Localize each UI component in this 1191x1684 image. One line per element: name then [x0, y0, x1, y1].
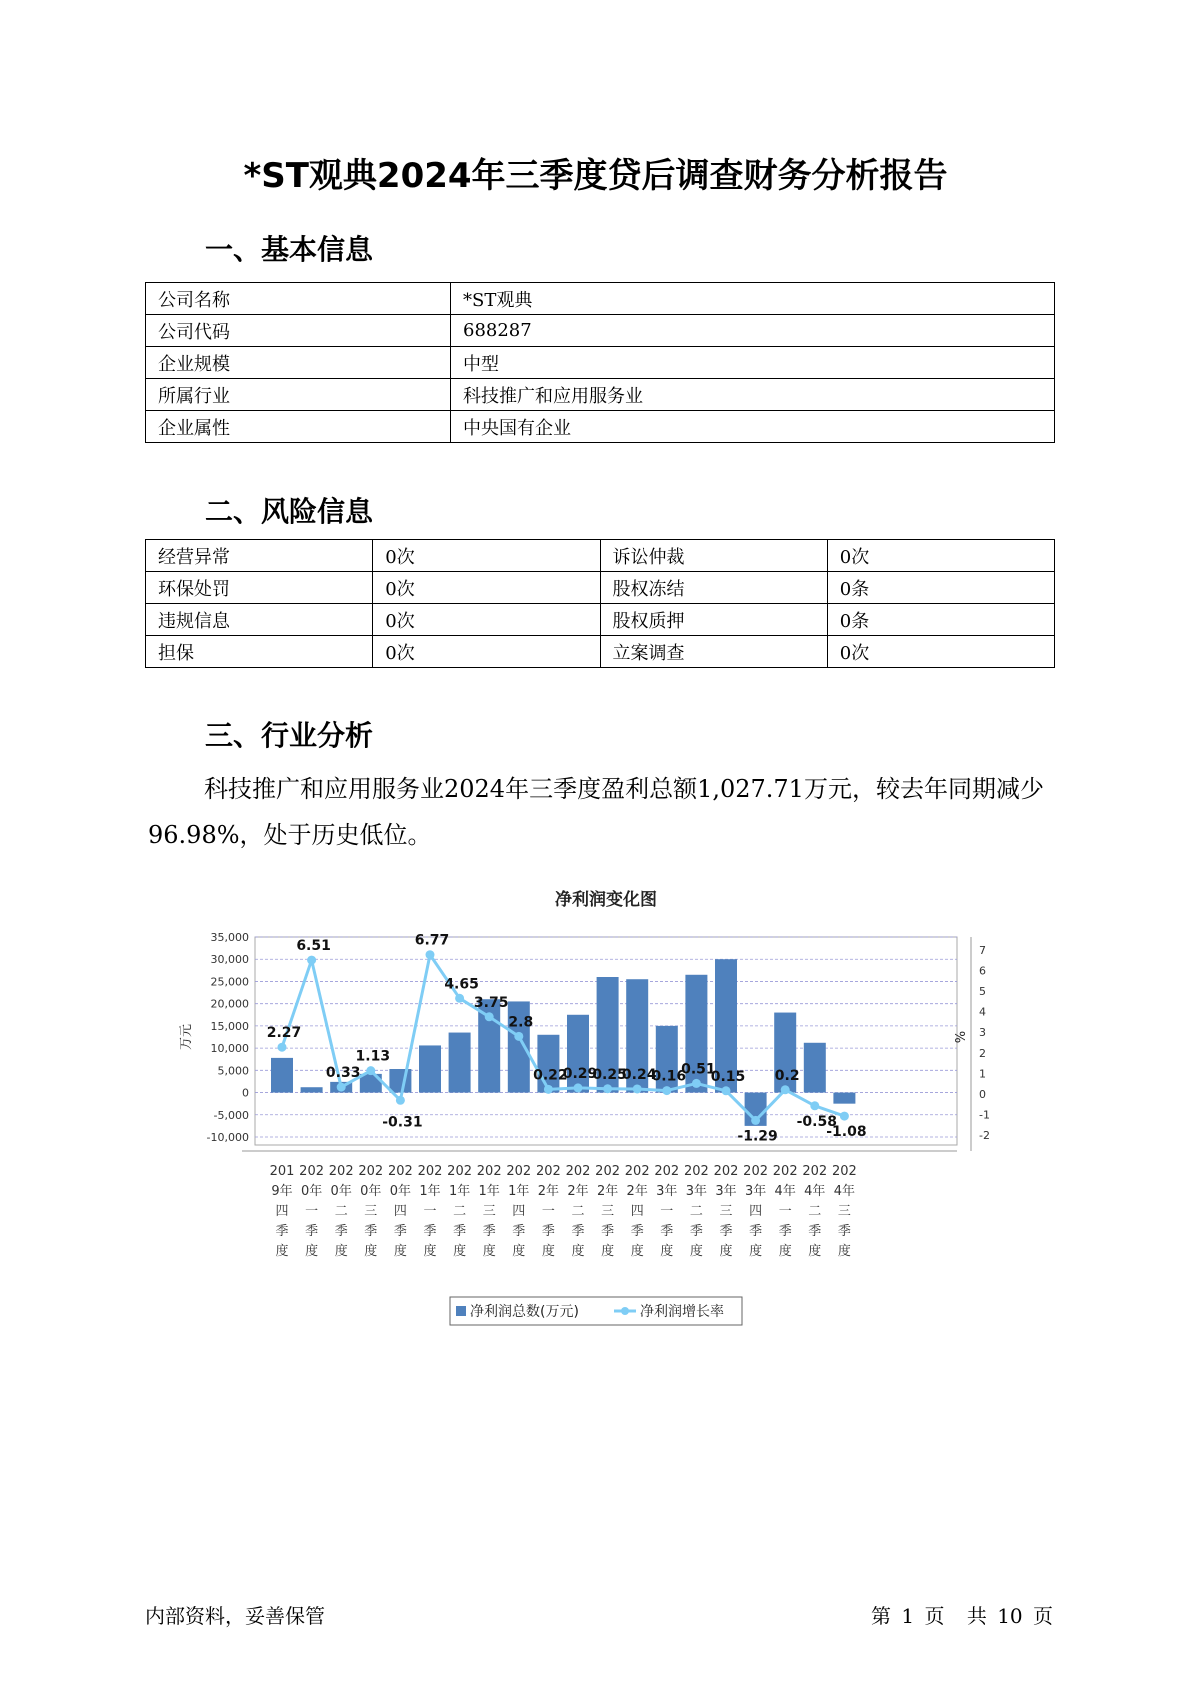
x-tick-label: 度: [749, 1244, 763, 1259]
data-label: 0.29: [562, 1065, 598, 1082]
x-tick-label: 2年: [567, 1184, 589, 1199]
x-tick-label: 二: [334, 1204, 348, 1219]
x-tick-label: 202: [506, 1164, 532, 1179]
data-label: 0.15: [710, 1068, 746, 1085]
basic-info-label: 所属行业: [146, 379, 451, 411]
data-label: 2.27: [266, 1025, 302, 1042]
x-tick-label: 季: [275, 1224, 289, 1239]
growth-rate-point: [485, 1012, 494, 1021]
data-label: -1.29: [737, 1128, 778, 1145]
x-tick-label: 季: [778, 1224, 792, 1239]
x-tick-label: 季: [541, 1224, 555, 1239]
x-tick-label: 度: [423, 1244, 437, 1259]
basic-info-value: *ST观典: [451, 283, 1055, 315]
x-tick-label: 三: [364, 1204, 378, 1219]
legend-label: 净利润增长率: [640, 1304, 724, 1320]
growth-rate-point: [455, 994, 464, 1003]
x-tick-label: 度: [305, 1244, 319, 1259]
chart-bar: [833, 1093, 855, 1104]
growth-rate-point: [781, 1085, 790, 1094]
y-tick-label: 15,000: [210, 1019, 249, 1033]
growth-rate-point: [278, 1043, 287, 1052]
y-tick-label: -5,000: [213, 1108, 249, 1122]
growth-rate-point: [574, 1083, 583, 1092]
section-heading-basic: 一、基本信息: [205, 233, 374, 266]
x-tick-label: 3年: [744, 1184, 767, 1199]
y-tick-label: 35,000: [210, 931, 249, 944]
x-tick-label: 季: [837, 1224, 851, 1239]
growth-rate-point: [662, 1086, 671, 1095]
x-tick-label: 度: [719, 1244, 733, 1259]
x-tick-label: 度: [837, 1244, 851, 1259]
data-label: 4.65: [444, 976, 479, 993]
risk-info-row: [146, 636, 1055, 668]
y-tick-label: 30,000: [210, 953, 249, 967]
data-label: 1.13: [355, 1048, 391, 1065]
y2-tick-label: 2: [979, 1046, 986, 1060]
growth-rate-point: [633, 1084, 642, 1093]
y2-tick-label: -1: [979, 1108, 990, 1122]
data-label: 0.33: [325, 1065, 361, 1082]
footer-confidential-note: 内部资料，妥善保管: [145, 1604, 325, 1628]
x-tick-label: 二: [808, 1204, 822, 1219]
x-tick-label: 四: [630, 1204, 644, 1219]
risk-label: 担保: [146, 636, 373, 668]
risk-label: 诉讼仲裁: [600, 540, 827, 572]
x-tick-label: 202: [772, 1164, 798, 1179]
x-tick-label: 202: [447, 1164, 473, 1179]
legend-label: 净利润总数(万元): [470, 1304, 579, 1320]
footer-page-indicator: [869, 1600, 1055, 1629]
x-tick-label: 二: [453, 1204, 467, 1219]
x-tick-label: 202: [299, 1164, 325, 1179]
basic-info-row: [146, 283, 1055, 315]
basic-info-value: 688287: [451, 315, 1055, 347]
risk-label: 经营异常: [146, 540, 373, 572]
data-label: 6.51: [296, 938, 331, 955]
x-tick-label: 度: [453, 1244, 467, 1259]
x-tick-label: 3年: [715, 1184, 737, 1199]
data-label: 0.24: [621, 1066, 657, 1083]
x-tick-label: 度: [482, 1244, 496, 1259]
data-label: 3.75: [473, 994, 509, 1011]
page-prefix: 第: [871, 1604, 892, 1628]
chart-svg: [170, 885, 990, 1345]
risk-value: 0次: [373, 540, 600, 572]
x-tick-label: 四: [749, 1204, 763, 1219]
basic-info-label: 公司名称: [146, 283, 451, 315]
growth-rate-point: [692, 1079, 701, 1088]
x-tick-label: 三: [601, 1204, 615, 1219]
x-tick-label: 季: [571, 1224, 585, 1239]
x-tick-label: 2年: [537, 1184, 560, 1199]
x-tick-label: 一: [305, 1204, 319, 1219]
risk-value: 0次: [373, 604, 600, 636]
risk-label: 环保处罚: [146, 572, 373, 604]
x-tick-label: 二: [571, 1204, 585, 1219]
growth-rate-point: [396, 1096, 405, 1105]
growth-rate-point: [840, 1112, 849, 1121]
x-tick-label: 202: [417, 1164, 443, 1179]
x-tick-label: 季: [749, 1224, 763, 1239]
report-title: *ST观典2024年三季度贷后调查财务分析报告: [243, 156, 948, 196]
data-label: 0.25: [592, 1066, 627, 1083]
x-tick-label: 度: [571, 1244, 585, 1259]
data-label: 6.77: [414, 932, 450, 949]
x-tick-label: 4年: [804, 1184, 826, 1199]
x-tick-label: 度: [334, 1244, 348, 1259]
risk-info-row: [146, 572, 1055, 604]
x-tick-label: 季: [601, 1224, 615, 1239]
x-tick-label: 一: [660, 1204, 674, 1219]
x-tick-label: 四: [275, 1204, 289, 1219]
growth-rate-point: [603, 1084, 612, 1093]
section-heading-risk: 二、风险信息: [205, 495, 374, 528]
total-unit: 页: [1033, 1604, 1053, 1628]
basic-info-value: 科技推广和应用服务业: [451, 379, 1055, 411]
basic-info-row: [146, 315, 1055, 347]
x-tick-label: 202: [387, 1164, 413, 1179]
data-label: 0.22: [533, 1067, 568, 1084]
x-tick-label: 202: [683, 1164, 709, 1179]
x-tick-label: 1年: [478, 1184, 500, 1199]
x-tick-label: 三: [719, 1204, 733, 1219]
chart-bar: [419, 1045, 441, 1092]
legend-swatch-point: [621, 1307, 629, 1315]
x-tick-label: 三: [482, 1204, 496, 1219]
x-tick-label: 季: [423, 1224, 437, 1239]
x-tick-label: 二: [689, 1204, 703, 1219]
x-tick-label: 度: [541, 1244, 555, 1259]
risk-value: 0次: [373, 572, 600, 604]
basic-info-row: [146, 347, 1055, 379]
chart-bar: [271, 1058, 293, 1093]
data-label: 0.16: [651, 1068, 687, 1085]
data-label: 0.51: [681, 1061, 716, 1078]
x-tick-label: 202: [743, 1164, 769, 1179]
x-tick-label: 0年: [360, 1184, 382, 1199]
x-tick-label: 度: [689, 1244, 703, 1259]
x-tick-label: 2年: [626, 1184, 648, 1199]
growth-rate-point: [722, 1086, 731, 1095]
x-tick-label: 202: [802, 1164, 828, 1179]
x-tick-label: 1年: [448, 1184, 471, 1199]
data-label: -1.08: [826, 1124, 867, 1141]
x-tick-label: 0年: [389, 1184, 412, 1199]
basic-info-table: [145, 282, 1055, 443]
x-tick-label: 季: [393, 1224, 407, 1239]
data-label: 2.8: [508, 1014, 534, 1031]
x-tick-label: 202: [654, 1164, 680, 1179]
growth-rate-point: [337, 1083, 346, 1092]
x-tick-label: 度: [778, 1244, 792, 1259]
x-tick-label: 201: [269, 1164, 295, 1179]
x-tick-label: 0年: [300, 1184, 323, 1199]
x-tick-label: 季: [364, 1224, 378, 1239]
y-tick-label: -10,000: [206, 1131, 249, 1144]
risk-info-row: [146, 540, 1055, 572]
total-pages: 10: [997, 1604, 1023, 1628]
page-number: 1: [901, 1604, 915, 1628]
x-tick-label: 一: [423, 1204, 437, 1219]
legend-swatch-bar: [456, 1306, 466, 1316]
x-tick-label: 度: [275, 1244, 289, 1259]
x-tick-label: 四: [512, 1204, 526, 1219]
x-tick-label: 度: [601, 1244, 615, 1259]
basic-info-label: 企业属性: [146, 411, 451, 443]
y-tick-label: 0: [242, 1086, 249, 1100]
y2-tick-label: 7: [979, 944, 986, 957]
x-tick-label: 3年: [685, 1184, 708, 1199]
growth-rate-point: [751, 1116, 760, 1125]
x-tick-label: 0年: [330, 1184, 352, 1199]
x-tick-label: 三: [837, 1204, 851, 1219]
growth-rate-point: [514, 1032, 523, 1041]
x-tick-label: 202: [328, 1164, 354, 1179]
growth-rate-point: [366, 1066, 375, 1075]
x-tick-label: 一: [778, 1204, 792, 1219]
x-tick-label: 季: [305, 1224, 319, 1239]
x-tick-label: 季: [453, 1224, 467, 1239]
y-tick-label: 10,000: [210, 1042, 249, 1056]
x-tick-label: 202: [565, 1164, 591, 1179]
data-label: -0.58: [796, 1113, 837, 1130]
x-tick-label: 202: [535, 1164, 561, 1179]
x-tick-label: 202: [358, 1164, 384, 1179]
y2-tick-label: 5: [979, 985, 986, 999]
x-tick-label: 度: [393, 1244, 407, 1259]
chart-bar: [449, 1033, 471, 1093]
chart-bar: [301, 1087, 323, 1092]
x-tick-label: 度: [808, 1244, 822, 1259]
y-axis-label: 万元: [179, 1023, 194, 1051]
x-tick-label: 202: [476, 1164, 502, 1179]
x-tick-label: 2年: [596, 1184, 619, 1199]
y2-tick-label: 1: [979, 1067, 986, 1081]
chart-bar: [389, 1069, 411, 1093]
x-tick-label: 季: [334, 1224, 348, 1239]
x-tick-label: 202: [831, 1164, 857, 1179]
chart-bar: [537, 1035, 559, 1093]
x-tick-label: 3年: [656, 1184, 678, 1199]
basic-info-value: 中央国有企业: [451, 411, 1055, 443]
risk-value: 0次: [373, 636, 600, 668]
basic-info-row: [146, 379, 1055, 411]
risk-info-table: [145, 539, 1055, 668]
x-tick-label: 202: [713, 1164, 739, 1179]
risk-info-row: [146, 604, 1055, 636]
risk-value: 0条: [827, 572, 1054, 604]
y-tick-label: 25,000: [210, 975, 249, 989]
growth-rate-point: [426, 950, 435, 959]
growth-rate-point: [307, 956, 316, 965]
growth-rate-point: [810, 1101, 819, 1110]
x-tick-label: 9年: [271, 1184, 293, 1199]
y2-tick-label: 6: [979, 964, 986, 978]
risk-value: 0条: [827, 604, 1054, 636]
x-tick-label: 季: [660, 1224, 674, 1239]
basic-info-row: [146, 411, 1055, 443]
x-tick-label: 度: [630, 1244, 644, 1259]
risk-label: 立案调查: [600, 636, 827, 668]
x-tick-label: 一: [541, 1204, 555, 1219]
x-tick-label: 202: [624, 1164, 650, 1179]
page-unit: 页: [924, 1604, 945, 1628]
basic-info-value: 中型: [451, 347, 1055, 379]
x-tick-label: 1年: [419, 1184, 441, 1199]
x-tick-label: 季: [630, 1224, 644, 1239]
y-tick-label: 5,000: [217, 1064, 249, 1078]
data-label: -0.31: [382, 1114, 423, 1131]
chart-bar: [804, 1043, 826, 1093]
x-tick-label: 季: [808, 1224, 822, 1239]
x-tick-label: 季: [512, 1224, 526, 1239]
risk-value: 0次: [827, 636, 1054, 668]
y2-tick-label: 3: [979, 1026, 986, 1040]
y2-axis-label: %: [951, 1030, 966, 1044]
total-prefix: 共: [966, 1604, 987, 1628]
x-tick-label: 季: [482, 1224, 496, 1239]
basic-info-label: 公司代码: [146, 315, 451, 347]
risk-value: 0次: [827, 540, 1054, 572]
growth-rate-point: [544, 1085, 553, 1094]
risk-label: 违规信息: [146, 604, 373, 636]
x-tick-label: 1年: [508, 1184, 530, 1199]
y2-tick-label: 0: [979, 1087, 986, 1101]
industry-paragraph: 科技推广和应用服务业2024年三季度盈利总额1,027.71万元，较去年同期减少96.98%，处于历史低位。: [148, 775, 1044, 849]
x-tick-label: 4年: [774, 1184, 796, 1199]
risk-label: 股权质押: [600, 604, 827, 636]
net-profit-chart: [170, 885, 990, 1345]
x-tick-label: 四: [393, 1204, 407, 1219]
basic-info-label: 企业规模: [146, 347, 451, 379]
chart-title: 净利润变化图: [555, 890, 657, 910]
y2-tick-label: -2: [979, 1129, 990, 1142]
x-tick-label: 度: [364, 1244, 378, 1259]
x-tick-label: 4年: [833, 1184, 856, 1199]
x-tick-label: 季: [689, 1224, 703, 1239]
x-tick-label: 季: [719, 1224, 733, 1239]
y-tick-label: 20,000: [210, 997, 249, 1011]
section-heading-industry: 三、行业分析: [205, 719, 374, 752]
data-label: 0.2: [774, 1067, 800, 1084]
y2-tick-label: 4: [979, 1005, 986, 1019]
risk-label: 股权冻结: [600, 572, 827, 604]
x-tick-label: 度: [512, 1244, 526, 1259]
x-tick-label: 202: [595, 1164, 621, 1179]
x-tick-label: 度: [660, 1244, 674, 1259]
